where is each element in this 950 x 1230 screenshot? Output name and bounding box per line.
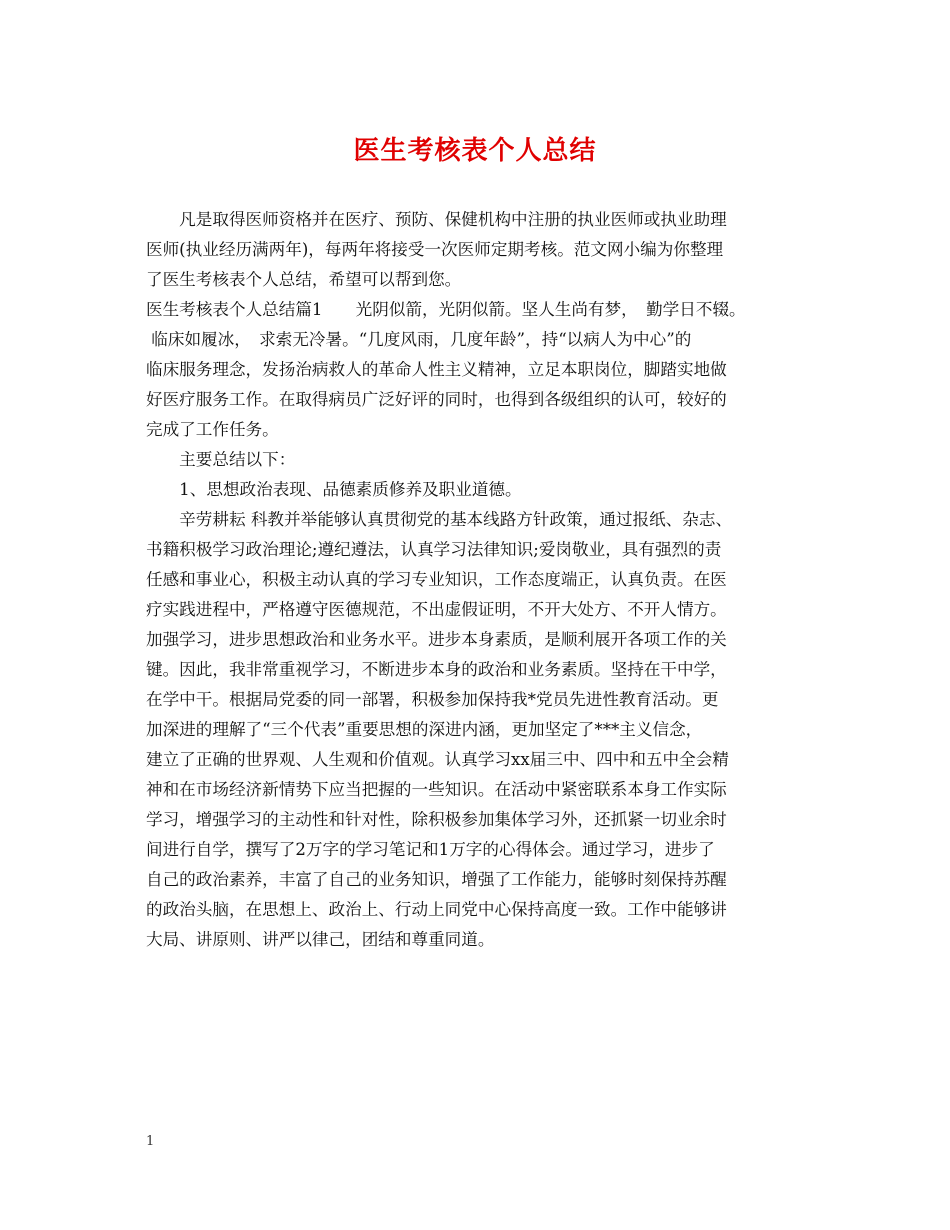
body-line: 的政治头脑，在思想上、政治上、行动上同党中心保持高度一致。工作中能够讲 xyxy=(146,900,727,919)
body-line: 自己的政治素养，丰富了自己的业务知识，增强了工作能力，能够时刻保持苏醒 xyxy=(146,870,727,889)
body-line: 医师(执业经历满两年)，每两年将接受一次医师定期考核。范文网小编为你整理 xyxy=(146,240,724,259)
body-line: 加深进的理解了“三个代表”重要思想的深进内涵，更加坚定了***主义信念， xyxy=(146,720,703,739)
body-line: 临床服务理念，发扬治病救人的革命人性主义精神，立足本职岗位，脚踏实地做 xyxy=(146,360,727,379)
body-line: 疗实践进程中，严格遵守医德规范，不出虚假证明，不开大处方、不开人情方。 xyxy=(146,600,727,619)
page-number: 1 xyxy=(146,1134,155,1149)
body-line: 建立了正确的世界观、人生观和价值观。认真学习xx届三中、四中和五中全会精 xyxy=(146,750,729,769)
body-line: 在学中干。根据局党委的同一部署，积极参加保持我*党员先进性教育活动。更 xyxy=(146,690,719,709)
body-line: 加强学习，进步思想政治和业务水平。进步本身素质，是顺利展开各项工作的关 xyxy=(146,630,727,649)
body-line: 凡是取得医师资格并在医疗、预防、保健机构中注册的执业医师或执业助理 xyxy=(146,210,727,229)
body-line: 大局、讲原则、讲严以律己，团结和尊重同道。 xyxy=(146,930,495,949)
document-title: 医生考核表个人总结 xyxy=(353,136,597,166)
body-line: 间进行自学，撰写了2万字的学习笔记和1万字的心得体会。通过学习，进步了 xyxy=(146,840,715,859)
body-line: 1、思想政治表现、品德素质修养及职业道德。 xyxy=(146,480,522,499)
body-line: 医生考核表个人总结篇1 光阴似箭，光阴似箭。坚人生尚有梦， 勤学日不辍。 xyxy=(146,300,746,319)
body-line: 神和在市场经济新情势下应当把握的一些知识。在活动中紧密联系本身工作实际 xyxy=(146,780,727,799)
body-line: 完成了工作任务。 xyxy=(146,420,279,439)
body-line: 辛劳耕耘 科教并举能够认真贯彻党的基本线路方针政策，通过报纸、杂志、 xyxy=(146,510,733,529)
body-line: 书籍积极学习政治理论;遵纪遵法，认真学习法律知识;爱岗敬业，具有强烈的责 xyxy=(146,540,722,559)
body-line: 了医生考核表个人总结，希望可以帮到您。 xyxy=(146,270,462,289)
body-line: 主要总结以下： xyxy=(146,450,296,469)
body-line: 好医疗服务工作。在取得病员广泛好评的同时，也得到各级组织的认可，较好的 xyxy=(146,390,727,409)
document-body xyxy=(146,205,816,955)
body-line: 键。因此，我非常重视学习，不断进步本身的政治和业务素质。坚持在干中学， xyxy=(146,660,727,679)
body-line: 任感和事业心，积极主动认真的学习专业知识，工作态度端正，认真负责。在医 xyxy=(146,570,727,589)
body-line: 临床如履冰， 求索无冷暑。“几度风雨，几度年龄”，持“以病人为中心”的 xyxy=(146,330,692,349)
body-line: 学习，增强学习的主动性和针对性，除积极参加集体学习外，还抓紧一切业余时 xyxy=(146,810,727,829)
